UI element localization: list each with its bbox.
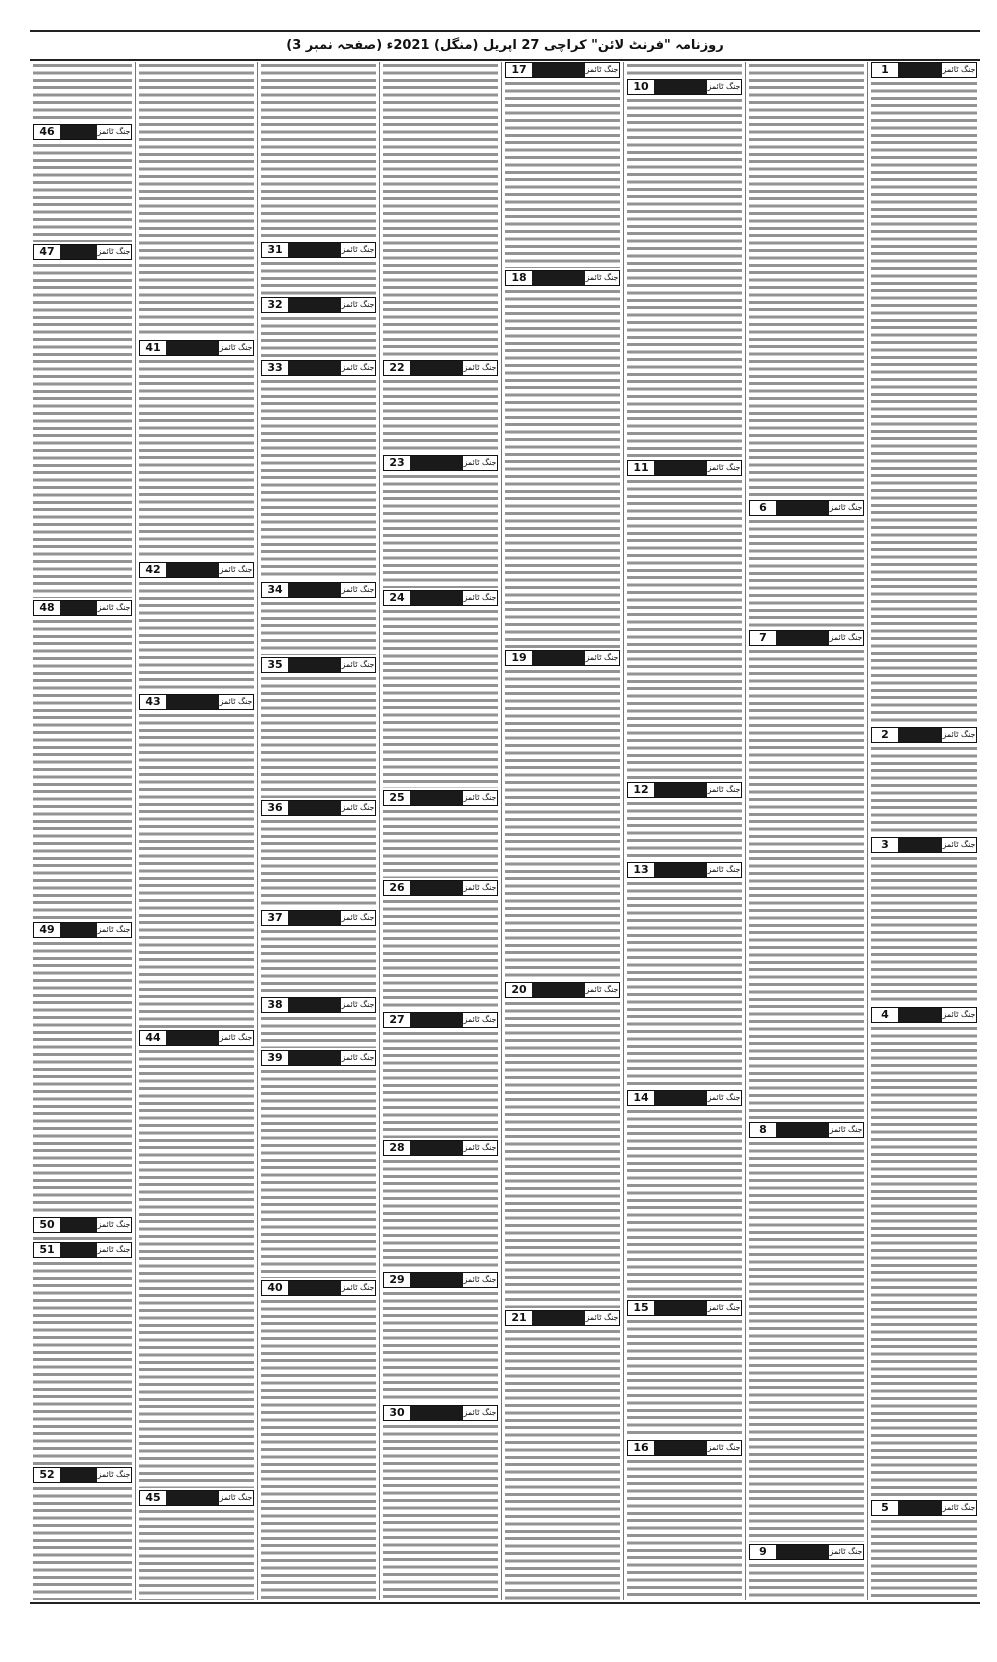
text-block — [261, 62, 376, 240]
notice-bar — [410, 591, 463, 605]
notice-bar — [410, 1013, 463, 1027]
notice-bar — [532, 651, 585, 665]
notice-number: 28 — [389, 1141, 405, 1154]
notice-header — [261, 1050, 376, 1066]
text-block — [627, 800, 742, 860]
notice-header — [261, 910, 376, 926]
notice-bar — [654, 1301, 707, 1315]
notice-label: جنگ ٹائمز — [463, 363, 497, 372]
notice-header — [139, 1490, 254, 1506]
text-block — [33, 262, 132, 598]
notice-header — [749, 630, 864, 646]
notice-bar — [654, 461, 707, 475]
notice-bar — [288, 658, 341, 672]
text-block — [383, 378, 498, 453]
notice-bar — [60, 1218, 97, 1232]
notice-number: 14 — [633, 1091, 649, 1104]
notice-label: جنگ ٹائمز — [219, 343, 253, 352]
notice-header — [261, 360, 376, 376]
text-block — [383, 1290, 498, 1403]
column-6 — [257, 62, 379, 1600]
notice-bar — [60, 125, 97, 139]
notice-header — [261, 242, 376, 258]
notice-header — [261, 582, 376, 598]
notice-bar — [60, 923, 97, 937]
notice-label: جنگ ٹائمز — [463, 458, 497, 467]
notice-bar — [288, 583, 341, 597]
notice-number: 42 — [145, 563, 161, 576]
notice-label: جنگ ٹائمز — [341, 585, 375, 594]
notice-number: 31 — [267, 243, 283, 256]
notice-header — [627, 1300, 742, 1316]
notice-number: 34 — [267, 583, 283, 596]
notice-header — [871, 1500, 977, 1516]
notice-bar — [410, 791, 463, 805]
column-7 — [135, 62, 257, 1600]
notice-number: 38 — [267, 998, 283, 1011]
notice-number: 5 — [881, 1501, 889, 1514]
notice-label: جنگ ٹائمز — [341, 913, 375, 922]
text-block — [871, 855, 977, 1005]
notice-label: جنگ ٹائمز — [341, 363, 375, 372]
notice-number: 41 — [145, 341, 161, 354]
notice-label: جنگ ٹائمز — [707, 1443, 741, 1452]
text-block — [383, 62, 498, 358]
text-block — [749, 62, 864, 498]
text-block — [261, 675, 376, 798]
notice-bar — [410, 456, 463, 470]
text-block — [383, 898, 498, 1010]
notice-bar — [776, 1545, 829, 1559]
notice-header — [505, 62, 620, 78]
notice-header — [871, 62, 977, 78]
text-block — [627, 1458, 742, 1600]
notice-number: 25 — [389, 791, 405, 804]
notice-number: 39 — [267, 1051, 283, 1064]
notice-number: 11 — [633, 461, 649, 474]
notice-label: جنگ ٹائمز — [585, 273, 619, 282]
text-block — [139, 580, 254, 692]
notice-label: جنگ ٹائمز — [97, 925, 131, 934]
text-block — [261, 1015, 376, 1048]
text-block — [383, 808, 498, 878]
text-block — [139, 1508, 254, 1600]
text-block — [627, 880, 742, 1088]
notice-bar — [288, 361, 341, 375]
text-block — [261, 315, 376, 358]
notice-label: جنگ ٹائمز — [707, 1093, 741, 1102]
notice-number: 21 — [511, 1311, 527, 1324]
notice-header — [627, 460, 742, 476]
notice-label: جنگ ٹائمز — [942, 840, 976, 849]
notice-number: 52 — [39, 1468, 55, 1481]
notice-label: جنگ ٹائمز — [97, 603, 131, 612]
notice-number: 16 — [633, 1441, 649, 1454]
column-8 — [30, 62, 135, 1600]
text-block — [871, 1025, 977, 1498]
top-rule — [30, 30, 980, 32]
notice-bar — [410, 1406, 463, 1420]
text-block — [505, 288, 620, 648]
notice-label: جنگ ٹائمز — [463, 1143, 497, 1152]
notice-label: جنگ ٹائمز — [219, 1493, 253, 1502]
notice-header — [505, 982, 620, 998]
notice-header — [505, 1310, 620, 1326]
text-block — [139, 1048, 254, 1488]
text-block — [139, 62, 254, 338]
notice-header — [261, 997, 376, 1013]
notice-bar — [532, 983, 585, 997]
notice-number: 44 — [145, 1031, 161, 1044]
text-block — [505, 668, 620, 980]
text-block — [33, 1235, 132, 1240]
text-block — [749, 648, 864, 1120]
notice-bar — [898, 63, 942, 77]
notice-bar — [288, 298, 341, 312]
notice-number: 29 — [389, 1273, 405, 1286]
notice-header — [627, 782, 742, 798]
notice-header — [261, 1280, 376, 1296]
notice-number: 6 — [759, 501, 767, 514]
text-block — [627, 97, 742, 458]
notice-number: 48 — [39, 601, 55, 614]
notice-header — [383, 880, 498, 896]
text-block — [33, 940, 132, 1215]
text-block — [139, 712, 254, 1028]
notice-header — [627, 79, 742, 95]
notice-number: 15 — [633, 1301, 649, 1314]
notice-label: جنگ ٹائمز — [219, 565, 253, 574]
notice-header — [749, 1544, 864, 1560]
notice-bar — [166, 695, 219, 709]
notice-label: جنگ ٹائمز — [942, 65, 976, 74]
text-block — [261, 600, 376, 655]
notice-label: جنگ ٹائمز — [585, 65, 619, 74]
text-block — [383, 1423, 498, 1600]
notice-label: جنگ ٹائمز — [585, 985, 619, 994]
notice-header — [261, 800, 376, 816]
notice-number: 47 — [39, 245, 55, 258]
text-block — [33, 142, 132, 242]
page-title: روزنامہ "فرنٹ لائن" کراچی 27 اپریل (منگل) 2021ء (صفحہ نمبر 3) — [286, 37, 724, 53]
text-block — [261, 928, 376, 995]
notice-bar — [288, 801, 341, 815]
notice-header — [33, 1217, 132, 1233]
text-block — [33, 62, 132, 122]
text-block — [627, 62, 742, 77]
notice-bar — [166, 341, 219, 355]
notice-header — [139, 340, 254, 356]
notice-bar — [654, 1091, 707, 1105]
notice-label: جنگ ٹائمز — [463, 1408, 497, 1417]
notice-header — [383, 590, 498, 606]
notice-bar — [898, 728, 942, 742]
notice-label: جنگ ٹائمز — [829, 503, 863, 512]
notice-header — [383, 1140, 498, 1156]
notice-label: جنگ ٹائمز — [463, 593, 497, 602]
notice-number: 8 — [759, 1123, 767, 1136]
notice-label: جنگ ٹائمز — [463, 793, 497, 802]
notice-bar — [288, 1281, 341, 1295]
notice-header — [383, 1272, 498, 1288]
notice-bar — [532, 63, 585, 77]
notice-bar — [776, 631, 829, 645]
notice-header — [261, 657, 376, 673]
notice-bar — [654, 80, 707, 94]
notice-number: 45 — [145, 1491, 161, 1504]
text-block — [33, 1260, 132, 1465]
text-block — [139, 358, 254, 560]
notice-label: جنگ ٹائمز — [829, 1547, 863, 1556]
notice-number: 19 — [511, 651, 527, 664]
notice-number: 22 — [389, 361, 405, 374]
column-1 — [867, 62, 980, 1600]
notice-number: 36 — [267, 801, 283, 814]
notice-number: 18 — [511, 271, 527, 284]
notice-header — [139, 562, 254, 578]
notice-number: 37 — [267, 911, 283, 924]
notice-label: جنگ ٹائمز — [97, 1470, 131, 1479]
notice-header — [871, 837, 977, 853]
bottom-rule — [30, 1602, 980, 1604]
notice-header — [33, 1467, 132, 1483]
notice-header — [139, 694, 254, 710]
header-rule — [30, 59, 980, 61]
notice-header — [139, 1030, 254, 1046]
notice-label: جنگ ٹائمز — [219, 1033, 253, 1042]
text-block — [749, 1562, 864, 1600]
notice-header — [871, 1007, 977, 1023]
notice-header — [627, 862, 742, 878]
column-3 — [623, 62, 745, 1600]
text-block — [33, 1485, 132, 1600]
notice-number: 9 — [759, 1545, 767, 1558]
notice-header — [383, 1405, 498, 1421]
notice-header — [627, 1090, 742, 1106]
notice-label: جنگ ٹائمز — [585, 1313, 619, 1322]
text-block — [505, 80, 620, 268]
text-block — [505, 1000, 620, 1308]
notice-number: 23 — [389, 456, 405, 469]
notice-label: جنگ ٹائمز — [707, 463, 741, 472]
notice-label: جنگ ٹائمز — [463, 1015, 497, 1024]
notice-bar — [166, 1031, 219, 1045]
text-block — [261, 1068, 376, 1278]
notice-header — [33, 244, 132, 260]
notice-bar — [60, 1243, 97, 1257]
notice-bar — [60, 245, 97, 259]
text-block — [627, 1318, 742, 1438]
notice-number: 35 — [267, 658, 283, 671]
notice-header — [871, 727, 977, 743]
notice-header — [505, 650, 620, 666]
notice-header — [749, 1122, 864, 1138]
text-block — [261, 818, 376, 908]
notice-label: جنگ ٹائمز — [97, 1245, 131, 1254]
notice-label: جنگ ٹائمز — [707, 865, 741, 874]
notice-number: 1 — [881, 63, 889, 76]
notice-bar — [410, 1273, 463, 1287]
notice-bar — [410, 361, 463, 375]
notice-number: 24 — [389, 591, 405, 604]
notice-bar — [654, 783, 707, 797]
text-block — [261, 378, 376, 580]
notice-header — [383, 1012, 498, 1028]
notice-label: جنگ ٹائمز — [341, 1053, 375, 1062]
text-block — [627, 1108, 742, 1298]
notice-bar — [898, 838, 942, 852]
text-block — [749, 518, 864, 628]
text-block — [871, 745, 977, 835]
notice-header — [627, 1440, 742, 1456]
notice-bar — [776, 501, 829, 515]
notice-label: جنگ ٹائمز — [707, 1303, 741, 1312]
notice-number: 2 — [881, 728, 889, 741]
notice-label: جنگ ٹائمز — [341, 300, 375, 309]
notice-number: 12 — [633, 783, 649, 796]
notice-bar — [288, 1051, 341, 1065]
text-block — [383, 1158, 498, 1270]
text-block — [871, 1518, 977, 1600]
notice-label: جنگ ٹائمز — [829, 1125, 863, 1134]
text-block — [383, 1030, 498, 1138]
notice-number: 13 — [633, 863, 649, 876]
notice-number: 46 — [39, 125, 55, 138]
notice-number: 32 — [267, 298, 283, 311]
notice-header — [33, 922, 132, 938]
notice-bar — [654, 1441, 707, 1455]
text-block — [261, 1298, 376, 1600]
notice-label: جنگ ٹائمز — [585, 653, 619, 662]
columns-grid — [30, 62, 980, 1600]
notice-bar — [288, 243, 341, 257]
notice-label: جنگ ٹائمز — [219, 697, 253, 706]
text-block — [33, 618, 132, 920]
notice-number: 40 — [267, 1281, 283, 1294]
column-4 — [501, 62, 623, 1600]
notice-label: جنگ ٹائمز — [341, 803, 375, 812]
text-block — [261, 260, 376, 295]
notice-bar — [60, 601, 97, 615]
notice-label: جنگ ٹائمز — [707, 785, 741, 794]
notice-header — [33, 124, 132, 140]
text-block — [505, 1328, 620, 1600]
notice-bar — [776, 1123, 829, 1137]
column-2 — [745, 62, 867, 1600]
notice-label: جنگ ٹائمز — [942, 730, 976, 739]
notice-bar — [166, 563, 219, 577]
notice-bar — [288, 998, 341, 1012]
notice-header — [383, 455, 498, 471]
notice-bar — [60, 1468, 97, 1482]
notice-number: 7 — [759, 631, 767, 644]
notice-bar — [166, 1491, 219, 1505]
notice-number: 33 — [267, 361, 283, 374]
text-block — [627, 478, 742, 780]
text-block — [749, 1140, 864, 1542]
notice-bar — [410, 881, 463, 895]
notice-label: جنگ ٹائمز — [341, 1000, 375, 1009]
notice-bar — [410, 1141, 463, 1155]
notice-label: جنگ ٹائمز — [707, 82, 741, 91]
notice-header — [749, 500, 864, 516]
notice-bar — [532, 271, 585, 285]
notice-label: جنگ ٹائمز — [97, 247, 131, 256]
notice-number: 26 — [389, 881, 405, 894]
notice-number: 17 — [511, 63, 527, 76]
notice-label: جنگ ٹائمز — [97, 1220, 131, 1229]
notice-label: جنگ ٹائمز — [942, 1503, 976, 1512]
column-5 — [379, 62, 501, 1600]
text-block — [871, 80, 977, 725]
notice-number: 30 — [389, 1406, 405, 1419]
notice-number: 50 — [39, 1218, 55, 1231]
notice-label: جنگ ٹائمز — [829, 633, 863, 642]
notice-label: جنگ ٹائمز — [341, 1283, 375, 1292]
notice-header — [33, 600, 132, 616]
notice-number: 10 — [633, 80, 649, 93]
notice-bar — [288, 911, 341, 925]
notice-label: جنگ ٹائمز — [97, 127, 131, 136]
notice-number: 4 — [881, 1008, 889, 1021]
notice-bar — [898, 1501, 942, 1515]
text-block — [383, 608, 498, 788]
notice-bar — [532, 1311, 585, 1325]
notice-label: جنگ ٹائمز — [463, 1275, 497, 1284]
notice-header — [505, 270, 620, 286]
notice-header — [383, 360, 498, 376]
notice-header — [261, 297, 376, 313]
notice-number: 51 — [39, 1243, 55, 1256]
notice-number: 43 — [145, 695, 161, 708]
notice-number: 27 — [389, 1013, 405, 1026]
notice-label: جنگ ٹائمز — [341, 660, 375, 669]
notice-bar — [898, 1008, 942, 1022]
notice-bar — [654, 863, 707, 877]
notice-number: 49 — [39, 923, 55, 936]
notice-header — [383, 790, 498, 806]
notice-label: جنگ ٹائمز — [942, 1010, 976, 1019]
notice-header — [33, 1242, 132, 1258]
notice-label: جنگ ٹائمز — [463, 883, 497, 892]
notice-number: 20 — [511, 983, 527, 996]
notice-number: 3 — [881, 838, 889, 851]
text-block — [383, 473, 498, 588]
notice-label: جنگ ٹائمز — [341, 245, 375, 254]
